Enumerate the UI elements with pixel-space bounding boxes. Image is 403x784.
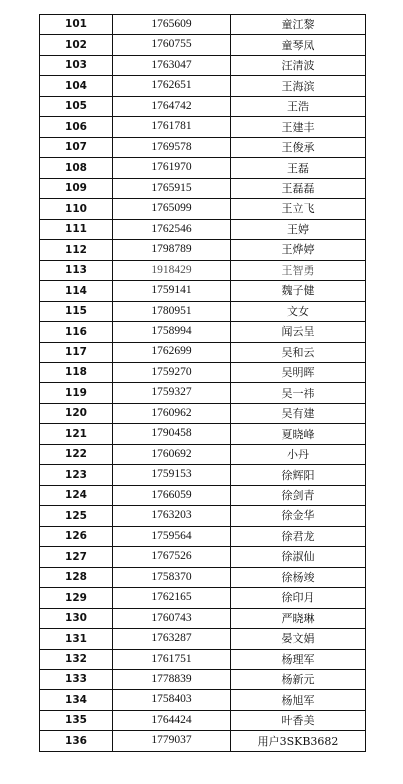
member-id-cell: 1763047 [113, 55, 231, 75]
member-id-cell: 1764742 [113, 96, 231, 116]
row-number-cell: 128 [40, 567, 113, 587]
member-id-cell: 1761751 [113, 649, 231, 669]
member-id-cell: 1760743 [113, 608, 231, 628]
member-id-cell: 1759141 [113, 281, 231, 301]
table-row [40, 608, 366, 628]
member-id-cell: 1758994 [113, 322, 231, 342]
member-id-cell: 1779037 [113, 731, 231, 751]
row-number-cell: 103 [40, 55, 113, 75]
member-id-cell: 1759327 [113, 383, 231, 403]
row-number-cell: 122 [40, 444, 113, 464]
member-id-cell: 1769578 [113, 137, 231, 157]
row-number-cell: 101 [40, 15, 113, 35]
table-row [40, 649, 366, 669]
row-number-cell: 132 [40, 649, 113, 669]
member-name-cell: 王磊磊 [231, 178, 366, 198]
table-row [40, 731, 366, 751]
table-row [40, 444, 366, 464]
table-row [40, 588, 366, 608]
row-number-cell: 108 [40, 158, 113, 178]
table-row [40, 424, 366, 444]
row-number-cell: 102 [40, 35, 113, 55]
member-id-cell: 1763287 [113, 629, 231, 649]
table-row [40, 403, 366, 423]
member-name-cell: 汪清波 [231, 55, 366, 75]
member-name-cell: 吴和云 [231, 342, 366, 362]
table-row [40, 526, 366, 546]
table-row [40, 485, 366, 505]
table-row [40, 690, 366, 710]
table-row [40, 342, 366, 362]
table-row [40, 465, 366, 485]
member-id-cell: 1761970 [113, 158, 231, 178]
table-row [40, 506, 366, 526]
row-number-cell: 127 [40, 547, 113, 567]
row-number-cell: 126 [40, 526, 113, 546]
member-name-cell: 王烨婷 [231, 240, 366, 260]
member-id-cell: 1762651 [113, 76, 231, 96]
row-number-cell: 115 [40, 301, 113, 321]
member-name-cell: 王婷 [231, 219, 366, 239]
row-number-cell: 113 [40, 260, 113, 280]
member-id-cell: 1778839 [113, 670, 231, 690]
row-number-cell: 104 [40, 76, 113, 96]
row-number-cell: 133 [40, 670, 113, 690]
row-number-cell: 117 [40, 342, 113, 362]
row-number-cell: 111 [40, 219, 113, 239]
member-id-cell: 1760692 [113, 444, 231, 464]
member-name-cell: 小丹 [231, 444, 366, 464]
row-number-cell: 124 [40, 485, 113, 505]
member-name-cell: 王智勇 [231, 260, 366, 280]
table-row [40, 137, 366, 157]
table-row [40, 240, 366, 260]
member-id-cell: 1780951 [113, 301, 231, 321]
row-number-cell: 112 [40, 240, 113, 260]
member-id-cell: 1766059 [113, 485, 231, 505]
member-name-cell: 童江黎 [231, 15, 366, 35]
member-id-cell: 1761781 [113, 117, 231, 137]
row-number-cell: 114 [40, 281, 113, 301]
member-name-cell: 文女 [231, 301, 366, 321]
table-row [40, 322, 366, 342]
table-row [40, 670, 366, 690]
member-id-cell: 1762699 [113, 342, 231, 362]
table-row [40, 35, 366, 55]
member-id-cell: 1760755 [113, 35, 231, 55]
member-name-cell: 王磊 [231, 158, 366, 178]
table-row [40, 219, 366, 239]
row-number-cell: 129 [40, 588, 113, 608]
table-row [40, 158, 366, 178]
member-name-cell: 徐印月 [231, 588, 366, 608]
row-number-cell: 118 [40, 362, 113, 382]
member-name-cell: 徐辉阳 [231, 465, 366, 485]
member-name-cell: 吴明晖 [231, 362, 366, 382]
member-name-cell: 徐杨竣 [231, 567, 366, 587]
member-name-cell: 童琴凤 [231, 35, 366, 55]
table-row [40, 117, 366, 137]
row-number-cell: 136 [40, 731, 113, 751]
member-name-cell: 王立飞 [231, 199, 366, 219]
member-id-cell: 1765609 [113, 15, 231, 35]
table-row [40, 547, 366, 567]
row-number-cell: 135 [40, 710, 113, 730]
table-row [40, 55, 366, 75]
table-row [40, 260, 366, 280]
member-id-cell: 1758403 [113, 690, 231, 710]
table-row [40, 199, 366, 219]
member-name-cell: 闻云呈 [231, 322, 366, 342]
member-name-cell: 吴有建 [231, 403, 366, 423]
member-id-cell: 1759153 [113, 465, 231, 485]
row-number-cell: 134 [40, 690, 113, 710]
member-name-cell: 王俊承 [231, 137, 366, 157]
table-row [40, 710, 366, 730]
row-number-cell: 106 [40, 117, 113, 137]
member-id-cell: 1765915 [113, 178, 231, 198]
member-name-cell: 王海滨 [231, 76, 366, 96]
member-name-cell: 王浩 [231, 96, 366, 116]
row-number-cell: 121 [40, 424, 113, 444]
row-number-cell: 116 [40, 322, 113, 342]
member-name-cell: 徐剑青 [231, 485, 366, 505]
member-id-cell: 1918429 [113, 260, 231, 280]
row-number-cell: 105 [40, 96, 113, 116]
member-id-cell: 1765099 [113, 199, 231, 219]
row-number-cell: 120 [40, 403, 113, 423]
table-row [40, 15, 366, 35]
row-number-cell: 131 [40, 629, 113, 649]
member-name-cell: 徐淑仙 [231, 547, 366, 567]
roster-body [40, 15, 366, 752]
row-number-cell: 123 [40, 465, 113, 485]
member-id-cell: 1764424 [113, 710, 231, 730]
table-row [40, 96, 366, 116]
roster-table [39, 14, 366, 752]
member-id-cell: 1762165 [113, 588, 231, 608]
member-name-cell: 用户3SKB3682 [231, 731, 366, 751]
table-row [40, 629, 366, 649]
member-name-cell: 叶香美 [231, 710, 366, 730]
member-name-cell: 杨旭军 [231, 690, 366, 710]
member-id-cell: 1790458 [113, 424, 231, 444]
row-number-cell: 130 [40, 608, 113, 628]
member-name-cell: 吴一祎 [231, 383, 366, 403]
member-id-cell: 1759564 [113, 526, 231, 546]
member-id-cell: 1760962 [113, 403, 231, 423]
member-name-cell: 魏子健 [231, 281, 366, 301]
table-row [40, 362, 366, 382]
table-row [40, 567, 366, 587]
row-number-cell: 110 [40, 199, 113, 219]
member-id-cell: 1762546 [113, 219, 231, 239]
table-row [40, 281, 366, 301]
member-name-cell: 晏文娟 [231, 629, 366, 649]
row-number-cell: 109 [40, 178, 113, 198]
row-number-cell: 125 [40, 506, 113, 526]
table-row [40, 383, 366, 403]
member-name-cell: 严晓琳 [231, 608, 366, 628]
member-name-cell: 王建丰 [231, 117, 366, 137]
member-name-cell: 徐金华 [231, 506, 366, 526]
member-id-cell: 1767526 [113, 547, 231, 567]
member-id-cell: 1758370 [113, 567, 231, 587]
table-row [40, 178, 366, 198]
row-number-cell: 119 [40, 383, 113, 403]
member-id-cell: 1763203 [113, 506, 231, 526]
member-id-cell: 1798789 [113, 240, 231, 260]
member-name-cell: 杨理军 [231, 649, 366, 669]
table-row [40, 76, 366, 96]
member-name-cell: 杨新元 [231, 670, 366, 690]
table-row [40, 301, 366, 321]
member-id-cell: 1759270 [113, 362, 231, 382]
member-name-cell: 夏晓峰 [231, 424, 366, 444]
row-number-cell: 107 [40, 137, 113, 157]
member-name-cell: 徐君龙 [231, 526, 366, 546]
